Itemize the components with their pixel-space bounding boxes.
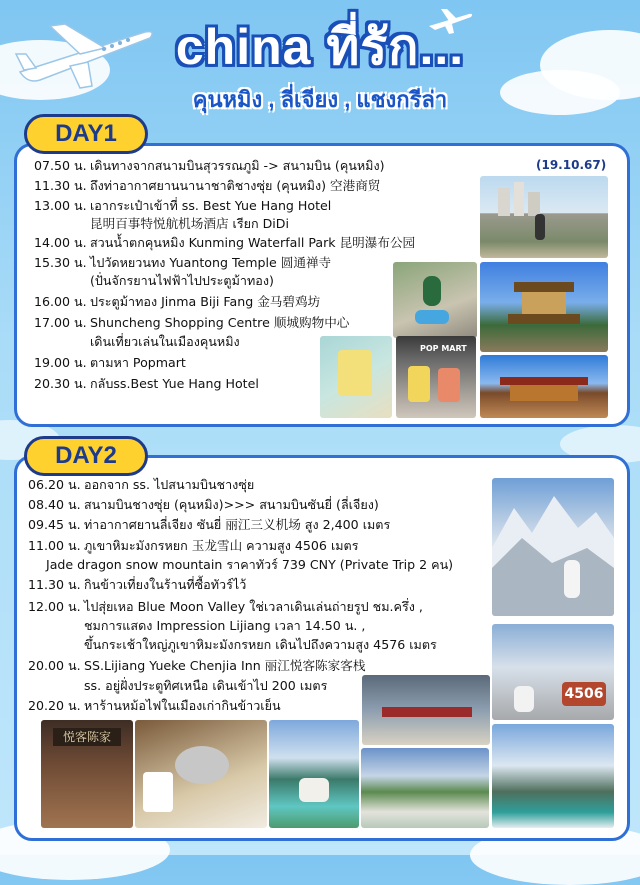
day1-badge: DAY1 (24, 114, 148, 154)
time-label: 08.40 น. (28, 497, 81, 512)
activity-text: กินข้าวเที่ยงในร้านที่ซื้อทัวร์ไว้ (84, 577, 247, 592)
day1-date: (19.10.67) (536, 158, 607, 172)
schedule-row (34, 293, 320, 310)
time-label: 20.00 น. (28, 658, 81, 673)
time-label: 19.00 น. (34, 355, 87, 370)
schedule-row (34, 215, 289, 232)
time-label: 12.00 น. (28, 599, 81, 614)
time-label: 11.00 น. (28, 538, 81, 553)
jinma-gate-photo (480, 355, 608, 418)
day2-badge: DAY2 (24, 436, 148, 476)
activity-text: (ปั่นจักรยานไฟฟ้าไปประตูม้าทอง) (90, 273, 274, 288)
cloud-decoration (500, 70, 620, 115)
activity-text: ไปสุ่ยเหอ Blue Moon Valley ใช่เวลาเดินเล่นถ่ายรูป ชม.ครึ่ง , (84, 599, 423, 614)
time-label: 13.00 น. (34, 198, 87, 213)
snow-mountain-photo (492, 478, 614, 616)
waterfall-photo (492, 724, 614, 828)
schedule-row (28, 617, 365, 634)
time-label: 16.00 น. (34, 294, 87, 309)
schedule-row (46, 556, 453, 573)
schedule-row (34, 177, 380, 194)
toy-box-photo (320, 336, 392, 418)
popmart-photo (396, 336, 476, 418)
schedule-row (28, 476, 254, 493)
activity-text: ไปวัดหยวนทง Yuantong Temple 圆通禅寺 (90, 255, 332, 270)
city-photo (480, 176, 608, 258)
schedule-row (34, 234, 415, 251)
time-label: 14.00 น. (34, 235, 87, 250)
blue-moon-valley-photo (269, 720, 359, 828)
valley-terraces-photo (361, 748, 489, 828)
activity-text: ss. อยู่ฝั่งประตูทิศเหนือ เดินเข้าไป 200 เมตร (84, 678, 328, 693)
temple-photo (480, 262, 608, 352)
hotpot-photo (135, 720, 267, 828)
activity-text: ภูเขาหิมะมังกรหยก 玉龙雪山 ความสูง 4506 เมตร (84, 538, 359, 553)
schedule-row (34, 354, 186, 371)
page-title: china ที่รัก... (175, 19, 465, 75)
impression-lijiang-photo (362, 675, 490, 745)
activity-text: ประตูม้าทอง Jinma Biji Fang 金马碧鸡坊 (90, 294, 321, 309)
activity-text: เดินเที่ยวเล่นในเมืองคุนหมิง (90, 334, 240, 349)
activity-text: เอากระเป๋าเข้าที่ ss. Best Yue Hang Hotel (90, 198, 332, 213)
popmart-sign: POP MART (420, 344, 467, 353)
activity-text: ชมการแสดง Impression Lijiang เวลา 14.50 น. , (84, 618, 366, 633)
time-label: 17.00 น. (34, 315, 87, 330)
activity-text: หาร้านหม้อไฟในเมืองเก่ากินข้าวเย็น (84, 698, 281, 713)
schedule-row (28, 537, 359, 554)
altitude-sign: 4506 (562, 682, 606, 706)
activity-text: กลับss.Best Yue Hang Hotel (90, 376, 259, 391)
time-label: 06.20 น. (28, 477, 81, 492)
schedule-row (28, 697, 281, 714)
schedule-row (28, 598, 423, 615)
activity-text: ถึงท่าอากาศยานนานาชาติชางซุ่ย (คุนหมิง) 空港商贸 (90, 178, 381, 193)
peak-marker-photo (492, 624, 614, 720)
schedule-row (28, 657, 365, 674)
time-label: 07.50 น. (34, 158, 87, 173)
activity-text: เดินทางจากสนามบินสุวรรณภูมิ -> สนามบิน (คุนหมิง) (90, 158, 385, 173)
schedule-row (28, 496, 379, 513)
time-label: 15.30 น. (34, 255, 87, 270)
schedule-row (34, 254, 331, 271)
shop-sign: 悦客陈家 (53, 728, 121, 746)
page-subtitle: คุนหมิง , ลี่เจียง , แชงกรีล่า (192, 87, 448, 112)
time-label: 20.20 น. (28, 698, 81, 713)
activity-text: สวนน้ำตกคุนหมิง Kunming Waterfall Park 昆明瀑布公园 (90, 235, 416, 250)
schedule-row (34, 197, 331, 214)
schedule-row (34, 272, 274, 289)
schedule-row (28, 636, 437, 653)
schedule-row (28, 677, 327, 694)
schedule-row (34, 157, 385, 174)
activity-text: สนามบินชางซุ่ย (คุนหมิง)>>> สนามบินซันยี่ (ลี่เจียง) (84, 497, 379, 512)
schedule-row (34, 314, 349, 331)
schedule-row (28, 576, 246, 593)
time-label: 11.30 น. (34, 178, 87, 193)
time-label: 09.45 น. (28, 517, 81, 532)
activity-text: Jade dragon snow mountain ราคาทัวร์ 739 CNY (Private Trip 2 คน) (46, 557, 454, 572)
activity-text: ตามหา Popmart (90, 355, 186, 370)
bicycle-photo (393, 262, 477, 338)
activity-text: Shuncheng Shopping Centre 顺城购物中心 (90, 315, 350, 330)
activity-text: ออกจาก ss. ไปสนามบินชางซุ่ย (84, 477, 255, 492)
activity-text: SS.Lijiang Yueke Chenjia Inn 丽江悦客陈家客栈 (84, 658, 366, 673)
activity-text: 昆明百事特悦航机场酒店 เรียก DiDi (90, 216, 290, 231)
time-label: 11.30 น. (28, 577, 81, 592)
time-label: 20.30 น. (34, 376, 87, 391)
old-town-shop-photo (41, 720, 133, 828)
airplane-icon (10, 14, 160, 94)
schedule-row (34, 375, 259, 392)
activity-text: ขึ้นกระเช้าใหญ่ภูเขาหิมะมังกรหยก เดินไปถึงความสูง 4576 เมตร (84, 637, 437, 652)
schedule-row (28, 516, 390, 533)
schedule-row (34, 333, 240, 350)
activity-text: ท่าอากาศยานลี่เจียง ซันยี่ 丽江三义机场 สูง 2,400 เมตร (84, 517, 391, 532)
mountain-shape-icon (492, 478, 614, 616)
